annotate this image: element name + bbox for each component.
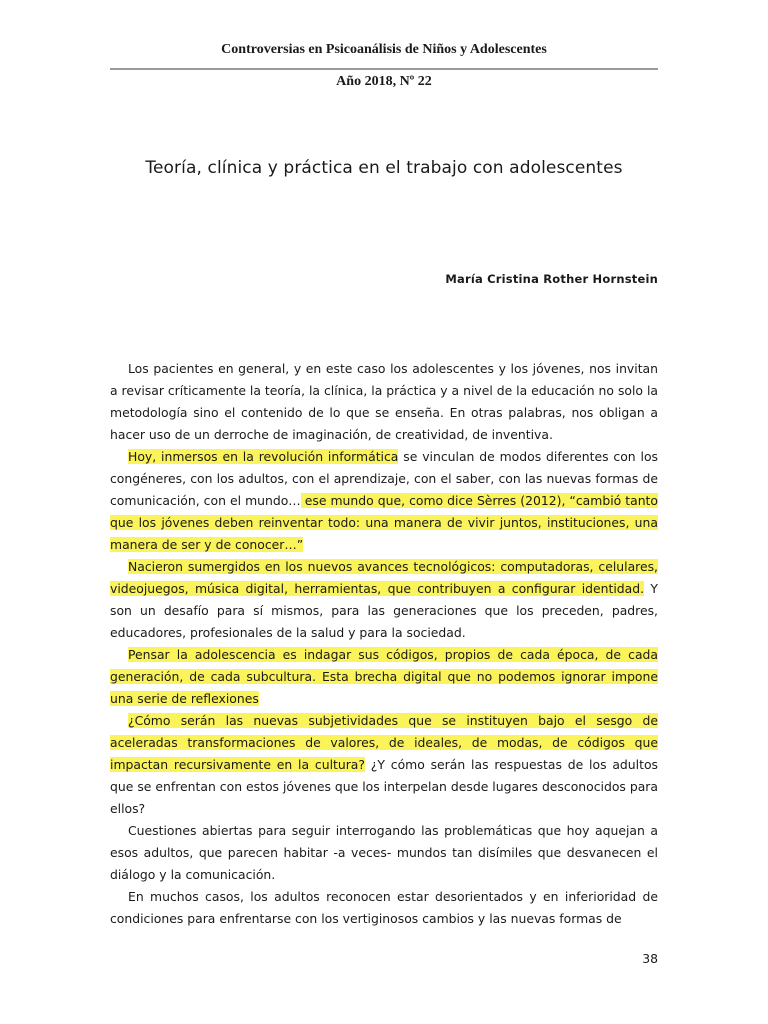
article-body: [110, 358, 658, 930]
paragraph-3: [110, 556, 658, 644]
highlighted-text: Nacieron sumergidos en los nuevos avances tecnológicos: computadoras, celulares, videojuegos, música digital, herramientas, que contribuyen a configurar identidad.: [110, 559, 658, 596]
paragraph-5: [110, 710, 658, 820]
paragraph-6: Cuestiones abiertas para seguir interrogando las problemáticas que hoy aquejan a esos adultos, que parecen habitar -a veces- mundos tan disímiles que desvanecen el diálogo y la comunicación.: [110, 823, 658, 882]
highlighted-text: ese mundo que, como dice Sèrres (2012), “cambió tanto que los jóvenes deben reinventar todo: una manera de vivir juntos, instituciones, una manera de ser y de conocer…”: [110, 493, 658, 552]
author-name: María Cristina Rother Hornstein: [445, 272, 658, 286]
header-rule: [110, 68, 658, 70]
paragraph-2: [110, 446, 658, 556]
paragraph-4: [110, 644, 658, 710]
highlighted-text: Pensar la adolescencia es indagar sus códigos, propios de cada época, de cada generación, de cada subcultura. Esta brecha digital que no podemos ignorar impone una serie de reflexiones: [110, 647, 658, 706]
issue-info: Año 2018, Nº 22: [336, 74, 432, 89]
journal-title: Controversias en Psicoanálisis de Niños y Adolescentes: [221, 42, 547, 57]
paragraph-7: En muchos casos, los adultos reconocen estar desorientados y en inferioridad de condiciones para enfrentarse con los vertiginosos cambios y las nuevas formas de: [110, 889, 658, 926]
paragraph-text: se vinculan de modos diferentes con los congéneres, con los adultos, con el aprendizaje, con el saber, con las nuevas formas de comunicación, con el mundo…: [110, 449, 659, 508]
paragraph-text: Y son un desafío para sí mismos, para las generaciones que los preceden, padres, educadores, profesionales de la salud y para la sociedad.: [110, 581, 658, 640]
paragraph-1: Los pacientes en general, y en este caso los adolescentes y los jóvenes, nos invitan a revisar críticamente la teoría, la clínica, la práctica y a nivel de la educación no solo la metodología sino el contenido de lo que se enseña. En otras palabras, nos obligan a hacer uso de un derroche de imaginación, de creatividad, de inventiva.: [110, 361, 658, 442]
paragraph-text: ¿Y cómo serán las respuestas de los adultos que se enfrentan con estos jóvenes que los interpelan desde lugares desconocidos para ellos?: [110, 757, 658, 816]
highlighted-text: Hoy, inmersos en la revolución informática: [128, 449, 399, 464]
highlighted-text: ¿Cómo serán las nuevas subjetividades que se instituyen bajo el sesgo de aceleradas transformaciones de valores, de ideales, de modas, de códigos que impactan recursivamente en la cultura?: [110, 713, 658, 772]
page-number: 38: [642, 951, 658, 966]
article-title: Teoría, clínica y práctica en el trabajo con adolescentes: [145, 158, 623, 178]
